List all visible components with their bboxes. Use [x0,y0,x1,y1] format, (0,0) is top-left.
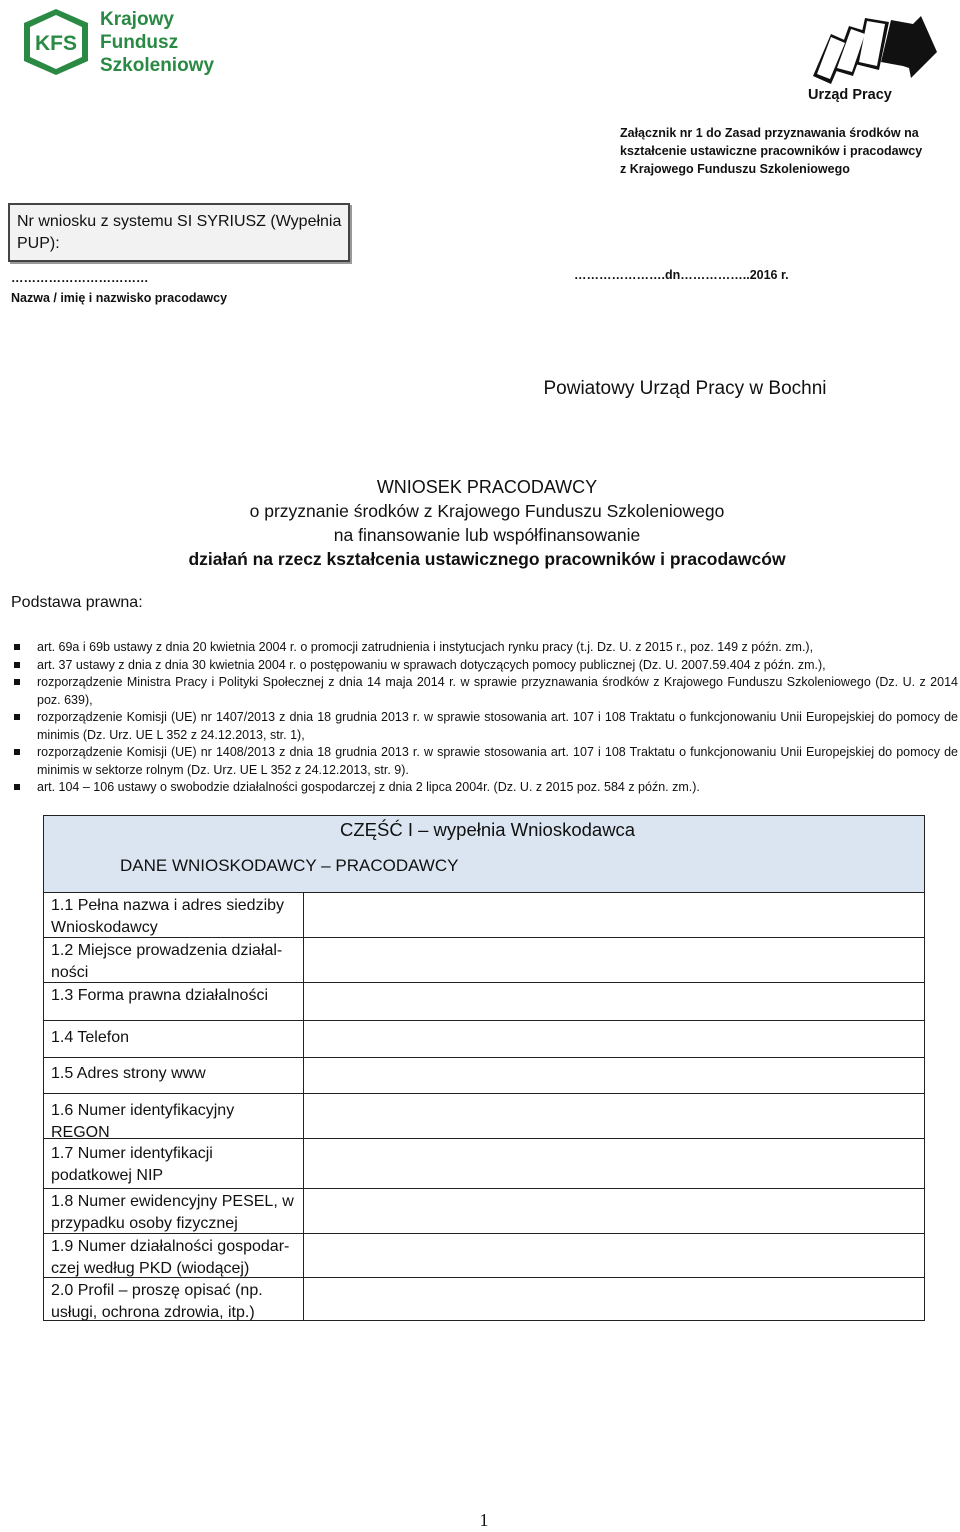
kfs-logo-text [100,8,214,77]
table-row [44,983,924,1021]
field-label: 1.1 Pełna nazwa i adres siedziby Wnioskodawcy [51,897,285,936]
date-field[interactable]: ………………….dn……………..2016 r. [574,268,789,282]
legal-basis-item [14,744,958,779]
applicant-data-table [43,815,925,1321]
bullet-square-icon [14,784,20,790]
legal-basis-text: rozporządzenie Komisji (UE) nr 1407/2013 z dnia 18 grudnia 2013 r. w sprawie stosowania art. 107 i 108 Traktatu o funkcjonowaniu Unii Europejskiej do pomocy de minimis (Dz. Urz. UE L 352 z 24.12.2013, str. 1), [37,710,958,742]
field-label: 1.6 Numer identyfikacyjny REGON [51,1102,235,1141]
field-label: 2.0 Profil – proszę opisać (np. usługi, ochrona zdrowia, itp.) [51,1282,263,1321]
legal-basis-text: rozporządzenie Komisji (UE) nr 1408/2013 z dnia 18 grudnia 2013 r. w sprawie stosowania art. 107 i 108 Traktatu o funkcjonowaniu Unii Europejskiej do pomocy de minimis w sektorze rolnym (Dz. Urz. UE L 352 z 24.12.2013, str. 9). [37,745,958,777]
pesel-input[interactable] [303,1189,924,1233]
table-row [44,1189,924,1234]
table-row [44,1021,924,1058]
table-row [44,938,924,983]
application-number-box[interactable] [8,203,350,262]
office-name: Powiatowy Urząd Pracy w Bochni [543,378,827,399]
legal-basis-text: art. 37 ustawy z dnia z dnia 30 kwietnia 2004 r. o postępowaniu w sprawach dotyczących pomocy publicznej (Dz. U. 2007.59.404 z późn. zm.), [37,657,826,672]
field-label: 1.3 Forma prawna działalności [51,987,268,1004]
pkd-input[interactable] [303,1234,924,1277]
legal-basis-item [14,674,958,709]
field-label: 1.2 Miejsce prowadzenia działal-ności [51,942,283,981]
annex-line-2: kształcenie ustawiczne pracowników i pracodawcy [620,144,923,158]
kfs-logo-line-2: Fundusz [100,32,179,53]
title-line-3: na finansowanie lub współfinansowanie [333,525,641,545]
table-row [44,1058,924,1094]
legal-basis-text: art. 69a i 69b ustawy z dnia 20 kwietnia 2004 r. o promocji zatrudnienia i instytucjach rynku pracy (t.j. Dz. U. z 2015 r., poz. 149 z późn. zm.), [37,640,814,654]
table-row [44,1234,924,1278]
field-label: 1.4 Telefon [51,1029,129,1046]
legal-basis-label: Podstawa prawna: [11,594,143,611]
urzad-pracy-logo [805,14,940,109]
document-title [0,475,960,571]
legal-basis-item [14,657,958,675]
title-line-4: działań na rzecz kształcenia ustawicznego pracowników i pracodawców [188,549,786,569]
bullet-square-icon [14,662,20,668]
full-name-address-input[interactable] [303,893,924,937]
regon-input[interactable] [303,1094,924,1138]
profile-input[interactable] [303,1278,924,1321]
employer-name-label: Nazwa / imię i nazwisko pracodawcy [11,291,228,305]
website-input[interactable] [303,1058,924,1093]
annex-note [620,124,922,178]
legal-basis-item [14,709,958,744]
field-label: 1.8 Numer ewidencyjny PESEL, w przypadku osoby fizycznej [51,1193,294,1232]
title-line-1: WNIOSEK PRACODAWCY [376,477,598,497]
business-location-input[interactable] [303,938,924,982]
legal-basis-item [14,779,958,797]
legal-basis-text: art. 104 – 106 ustawy o swobodzie działalności gospodarczej z dnia 2 lipca 2004r. (Dz. U. z 2015 poz. 584 z późn. zm.). [37,780,700,794]
table-row [44,1139,924,1189]
title-line-2: o przyznanie środków z Krajowego Funduszu Szkoleniowego [249,501,725,521]
bullet-square-icon [14,679,20,685]
kfs-badge-icon [22,8,90,76]
table-row [44,1094,924,1139]
bullet-square-icon [14,714,20,720]
legal-basis-item [14,639,958,657]
legal-form-input[interactable] [303,983,924,1020]
table-row [44,893,924,938]
annex-line-3: z Krajowego Funduszu Szkoleniowego [620,162,850,176]
annex-line-1: Załącznik nr 1 do Zasad przyznawania środków na [620,126,919,140]
employer-name-dots: …………………………… [11,271,149,285]
kfs-logo-line-3: Szkoleniowy [100,55,215,76]
urzad-pracy-text: Urząd Pracy [808,87,892,103]
field-label: 1.9 Numer działalności gospodar-czej według PKD (wiodącej) [51,1238,290,1277]
bullet-square-icon [14,749,20,755]
kfs-badge-text: KFS [35,32,77,55]
legal-basis-text: rozporządzenie Ministra Pracy i Polityki Społecznej z dnia 14 maja 2014 r. w sprawie przyznawania środków z Krajowego Funduszu Szkoleniowego (Dz. U. z 2014 poz. 639), [37,675,958,707]
part-title: CZĘŚĆ I – wypełnia Wnioskodawca [340,819,636,840]
section-header [44,816,924,893]
cards-arrow-icon [805,14,940,86]
application-number-label: Nr wniosku z systemu SI SYRIUSZ (Wypełnia PUP): [17,213,342,252]
nip-input[interactable] [303,1139,924,1188]
phone-input[interactable] [303,1021,924,1057]
legal-basis-list [14,639,958,797]
field-label: 1.5 Adres strony www [51,1065,206,1082]
page-number: 1 [479,1510,489,1530]
table-row [44,1278,924,1321]
bullet-square-icon [14,644,20,650]
section-title: DANE WNIOSKODAWCY – PRACODAWCY [120,856,459,875]
field-label: 1.7 Numer identyfikacji podatkowej NIP [51,1145,213,1184]
kfs-logo-line-1: Krajowy [100,9,174,30]
employer-name-field[interactable] [11,268,227,308]
